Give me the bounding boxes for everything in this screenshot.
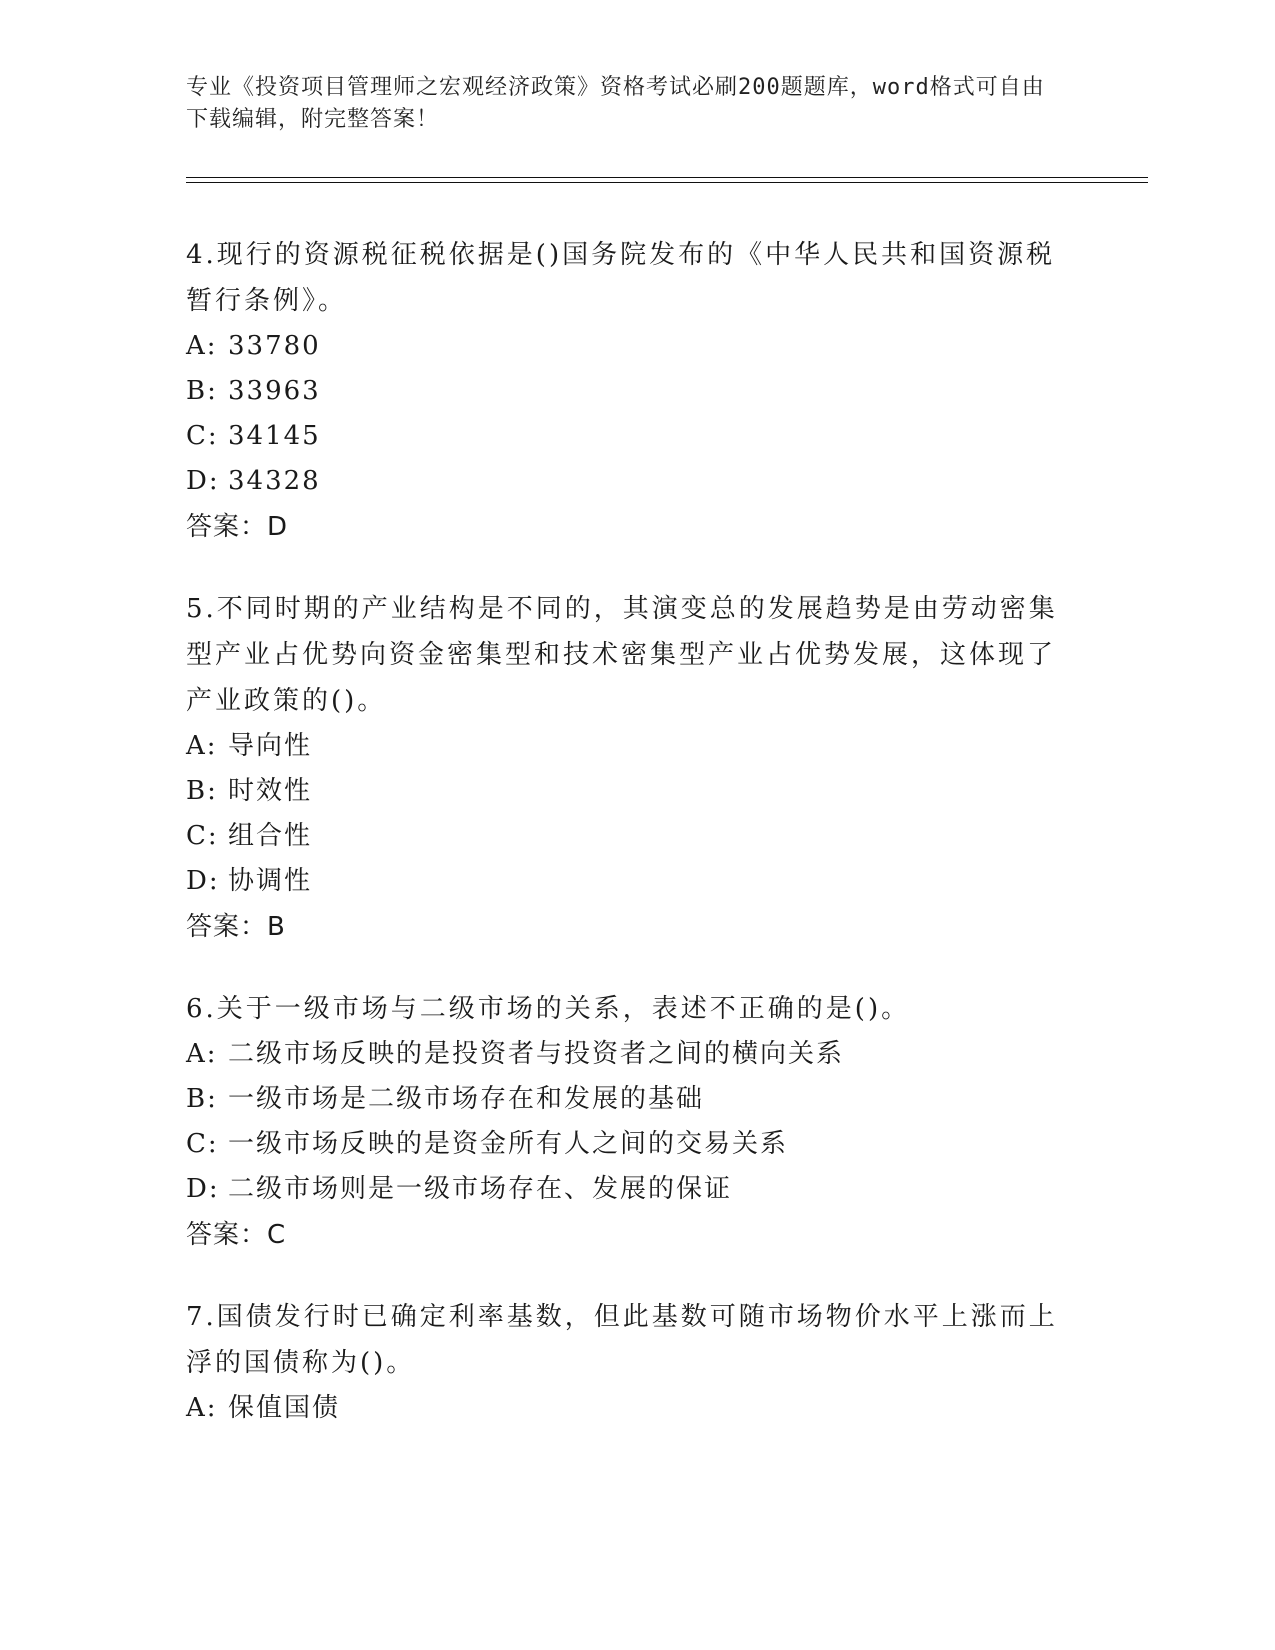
- question-stem: 5.不同时期的产业结构是不同的，其演变总的发展趋势是由劳动密集型产业占优势向资金密集型和技术密集型产业占优势发展，这体现了产业政策的()。: [186, 594, 1058, 716]
- option-b: [186, 769, 1066, 814]
- option-text: 保值国债: [228, 1393, 341, 1423]
- option-c: [186, 814, 1066, 859]
- option-b: [186, 1077, 1066, 1122]
- option-text: 一级市场反映的是资金所有人之间的交易关系: [228, 1129, 789, 1159]
- option-text: 导向性: [228, 731, 313, 761]
- answer-line: 答案：D: [186, 512, 289, 542]
- option-letter: D:: [186, 466, 220, 496]
- option-text: 一级市场是二级市场存在和发展的基础: [228, 1084, 705, 1114]
- option-text: 34328: [228, 466, 321, 496]
- option-letter: D:: [186, 1174, 220, 1204]
- answer-line: 答案：B: [186, 912, 286, 942]
- option-text: 二级市场反映的是投资者与投资者之间的横向关系: [228, 1039, 845, 1069]
- option-text: 34145: [228, 421, 321, 451]
- option-text: 组合性: [228, 821, 313, 851]
- option-d: [186, 459, 1066, 504]
- option-text: 协调性: [228, 866, 313, 896]
- option-a: [186, 324, 1066, 369]
- option-a: [186, 1386, 1066, 1431]
- option-letter: A:: [186, 1039, 218, 1069]
- option-c: [186, 1122, 1066, 1167]
- option-letter: C:: [186, 421, 219, 451]
- option-letter: B:: [186, 376, 218, 406]
- option-letter: A:: [186, 331, 218, 361]
- option-text: 33963: [228, 376, 321, 406]
- answer-line: 答案：C: [186, 1220, 287, 1250]
- question-7: [186, 1294, 1066, 1431]
- option-text: 时效性: [228, 776, 313, 806]
- question-list: [186, 232, 1066, 1467]
- question-stem: 7.国债发行时已确定利率基数，但此基数可随市场物价水平上涨而上浮的国债称为()。: [186, 1302, 1058, 1378]
- option-d: [186, 1167, 1066, 1212]
- option-d: [186, 859, 1066, 904]
- header-divider-top: [186, 177, 1148, 178]
- option-letter: C:: [186, 821, 219, 851]
- option-text: 二级市场则是一级市场存在、发展的保证: [228, 1174, 733, 1204]
- question-stem: 4.现行的资源税征税依据是()国务院发布的《中华人民共和国资源税暂行条例》。: [186, 240, 1056, 316]
- option-letter: D:: [186, 866, 220, 896]
- option-a: [186, 1032, 1066, 1077]
- option-letter: A:: [186, 731, 218, 761]
- option-letter: B:: [186, 1084, 218, 1114]
- header-divider-bottom: [186, 182, 1148, 183]
- question-5: [186, 586, 1066, 950]
- question-4: [186, 232, 1066, 550]
- option-c: [186, 414, 1066, 459]
- option-letter: B:: [186, 776, 218, 806]
- option-letter: C:: [186, 1129, 219, 1159]
- option-b: [186, 369, 1066, 414]
- question-6: [186, 986, 1066, 1258]
- option-a: [186, 724, 1066, 769]
- option-letter: A:: [186, 1393, 218, 1423]
- question-stem: 6.关于一级市场与二级市场的关系，表述不正确的是()。: [186, 994, 911, 1024]
- option-text: 33780: [228, 331, 321, 361]
- document-header: 专业《投资项目管理师之宏观经济政策》资格考试必刷200题题库，word格式可自由下载编辑，附完整答案！: [186, 75, 1045, 132]
